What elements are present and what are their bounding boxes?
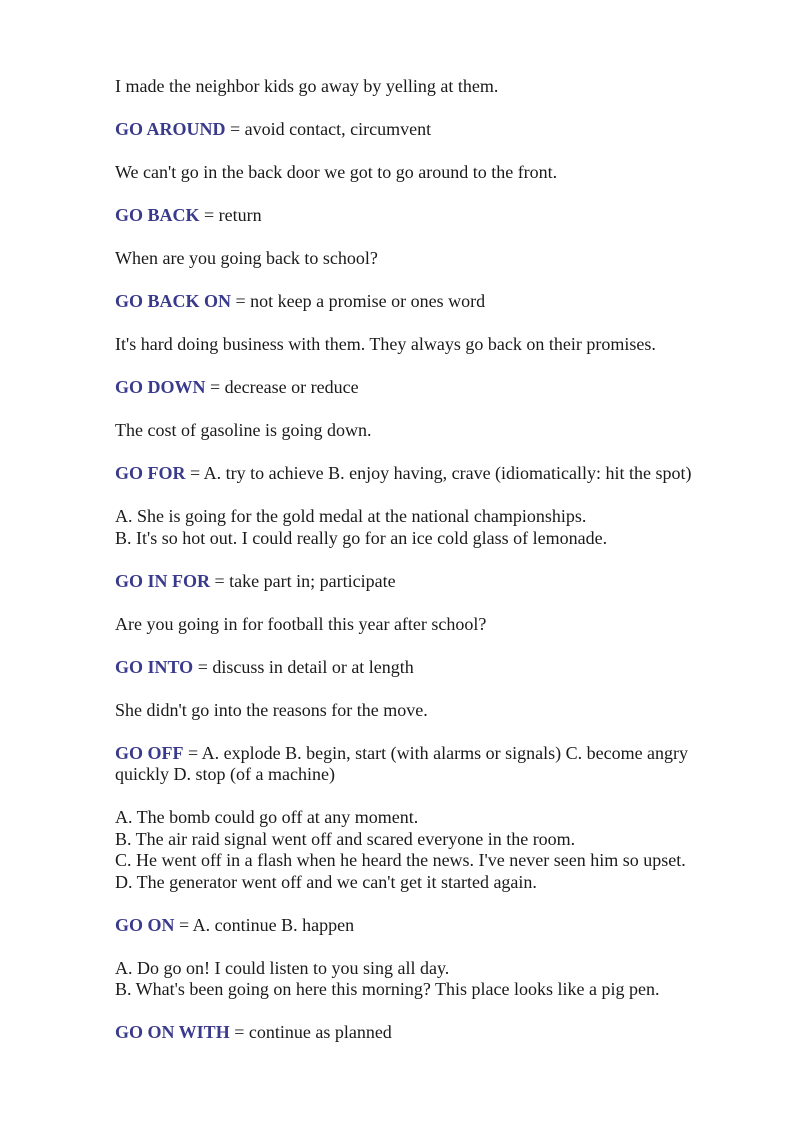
term-go-on-with: GO ON WITH [115, 1022, 230, 1042]
definition-go-down: = decrease or reduce [205, 377, 359, 397]
definition-go-back-on: = not keep a promise or ones word [231, 291, 486, 311]
entry-go-back [115, 205, 745, 227]
entry-go-on [115, 915, 745, 937]
example-go-off-d: D. The generator went off and we can't get it started again. [115, 871, 537, 892]
example-go-in-for: Are you going in for football this year after school? [115, 613, 487, 634]
definition-go-into: = discuss in detail or at length [193, 656, 414, 677]
example-go-into: She didn't go into the reasons for the move. [115, 699, 428, 720]
term-go-around: GO AROUND [115, 119, 226, 139]
example-go-back: When are you going back to school? [115, 248, 378, 268]
entry-go-for [115, 463, 745, 485]
entry-go-into [115, 657, 745, 679]
example-go-down: The cost of gasoline is going down. [115, 420, 372, 440]
term-go-back-on: GO BACK ON [115, 291, 232, 311]
definition-go-on: = A. continue B. happen [174, 914, 355, 935]
term-go-on: GO ON [115, 914, 175, 935]
term-go-down: GO DOWN [115, 377, 206, 397]
term-go-into: GO INTO [115, 656, 194, 677]
entry-go-in-for [115, 571, 745, 593]
term-go-for: GO FOR [115, 463, 186, 483]
entry-go-on-with [115, 1022, 745, 1044]
entry-go-around [115, 119, 745, 141]
example-go-off-a: A. The bomb could go off at any moment. [115, 807, 419, 827]
entry-go-off [115, 743, 745, 786]
entry-go-back-on [115, 291, 745, 313]
example-go-for-b: B. It's so hot out. I could really go for an ice cold glass of lemonade. [115, 527, 608, 548]
definition-go-on-with: = continue as planned [229, 1022, 392, 1042]
definition-go-off: = A. explode B. begin, start (with alarms or signals) C. become angry [183, 742, 689, 763]
example-go-back-on: It's hard doing business with them. They always go back on their promises. [115, 334, 656, 354]
example-go-around: We can't go in the back door we got to go around to the front. [115, 162, 558, 182]
example-go-on-b: B. What's been going on here this morning? This place looks like a pig pen. [115, 979, 660, 999]
definition-go-off-cont: quickly D. stop (of a machine) [115, 764, 335, 784]
examples-go-for [115, 506, 745, 549]
term-go-in-for: GO IN FOR [115, 570, 211, 591]
intro-sentence: I made the neighbor kids go away by yelling at them. [115, 76, 499, 96]
examples-go-on [115, 958, 745, 1001]
definition-go-in-for: = take part in; participate [210, 570, 396, 591]
definition-go-back: = return [199, 205, 262, 225]
example-go-off-b: B. The air raid signal went off and scared everyone in the room. [115, 828, 576, 849]
definition-go-around: = avoid contact, circumvent [225, 119, 432, 139]
example-go-off-c: C. He went off in a flash when he heard the news. I've never seen him so upset. [115, 850, 686, 870]
example-go-on-a: A. Do go on! I could listen to you sing all day. [115, 957, 450, 978]
example-go-for-a: A. She is going for the gold medal at the national championships. [115, 506, 587, 526]
term-go-off: GO OFF [115, 742, 184, 763]
examples-go-off [115, 807, 745, 893]
entry-go-down [115, 377, 745, 399]
definition-go-for: = A. try to achieve B. enjoy having, crave (idiomatically: hit the spot) [185, 463, 692, 483]
document-body [115, 76, 745, 1065]
term-go-back: GO BACK [115, 205, 200, 225]
